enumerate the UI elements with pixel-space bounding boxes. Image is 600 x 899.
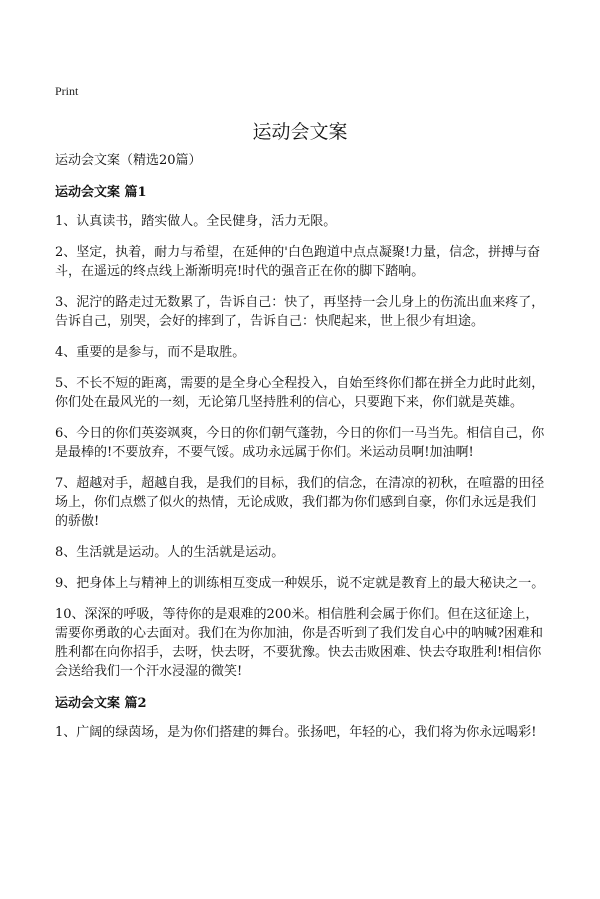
paragraph: 5、不长不短的距离，需要的是全身心全程投入，自始至终你们都在拼全力此时此刻，你们处在最风光的一刻，无论第几坚持胜利的信心，只要跑下来，你们就是英雄。: [55, 376, 545, 410]
paragraph: 4、重要的是参与，而不是取胜。: [55, 345, 246, 360]
paragraph: 6、今日的你们英姿飒爽，今日的你们朝气蓬勃，今日的你们一马当先。相信自己，你是最棒的!不要放弃，不要气馁。成功永远属于你们。米运动员啊!加油啊!: [55, 426, 545, 460]
paragraph: 10、深深的呼吸，等待你的是艰难的200米。相信胜利会属于你们。但在这征途上，需要你勇敢的心去面对。我们在为你加油，你是否听到了我们发自心中的呐喊?困难和胜利都在向你招手，去呀，快去呀，不要犹豫。快去击败困难、快去夺取胜利!相信你会送给我们一个汗水浸湿的微笑!: [55, 607, 543, 679]
paragraph: 1、广阔的绿茵场，是为你们搭建的舞台。张扬吧，年轻的心，我们将为你永远喝彩!: [55, 725, 537, 740]
document-body: [55, 152, 547, 754]
section-heading: 运动会文案 篇2: [55, 696, 147, 711]
paragraph: 3、泥泞的路走过无数累了，告诉自己：快了，再坚持一会儿身上的伤流出血来疼了，告诉自己，别哭，会好的摔到了，告诉自己：快爬起来，世上很少有坦途。: [55, 295, 545, 329]
section-heading: 运动会文案 篇1: [55, 185, 147, 200]
paragraph: 8、生活就是运动。人的生活就是运动。: [55, 545, 285, 560]
section-2: [55, 695, 547, 742]
document-subtitle: 运动会文案（精选20篇）: [55, 153, 202, 168]
paragraph: 7、超越对手，超越自我，是我们的目标，我们的信念，在清凉的初秋，在喧嚣的田径场上，你们点燃了似火的热情，无论成败，我们都为你们感到自豪，你们永远是我们的骄傲!: [55, 476, 545, 529]
section-1: [55, 184, 547, 681]
document-title: 运动会文案: [252, 121, 348, 143]
paragraph: 1、认真读书，踏实做人。全民健身，活力无限。: [55, 214, 337, 229]
paragraph: 2、坚定，执着，耐力与希望，在延伸的'白色跑道中点点凝聚!力量，信念，拼搏与奋斗，在遥远的终点线上渐渐明亮!时代的强音正在你的脚下踏响。: [55, 245, 541, 279]
paragraph: 9、把身体上与精神上的训练相互变成一种娱乐，说不定就是教育上的最大秘诀之一。: [55, 576, 545, 591]
print-label: Print: [55, 84, 79, 98]
